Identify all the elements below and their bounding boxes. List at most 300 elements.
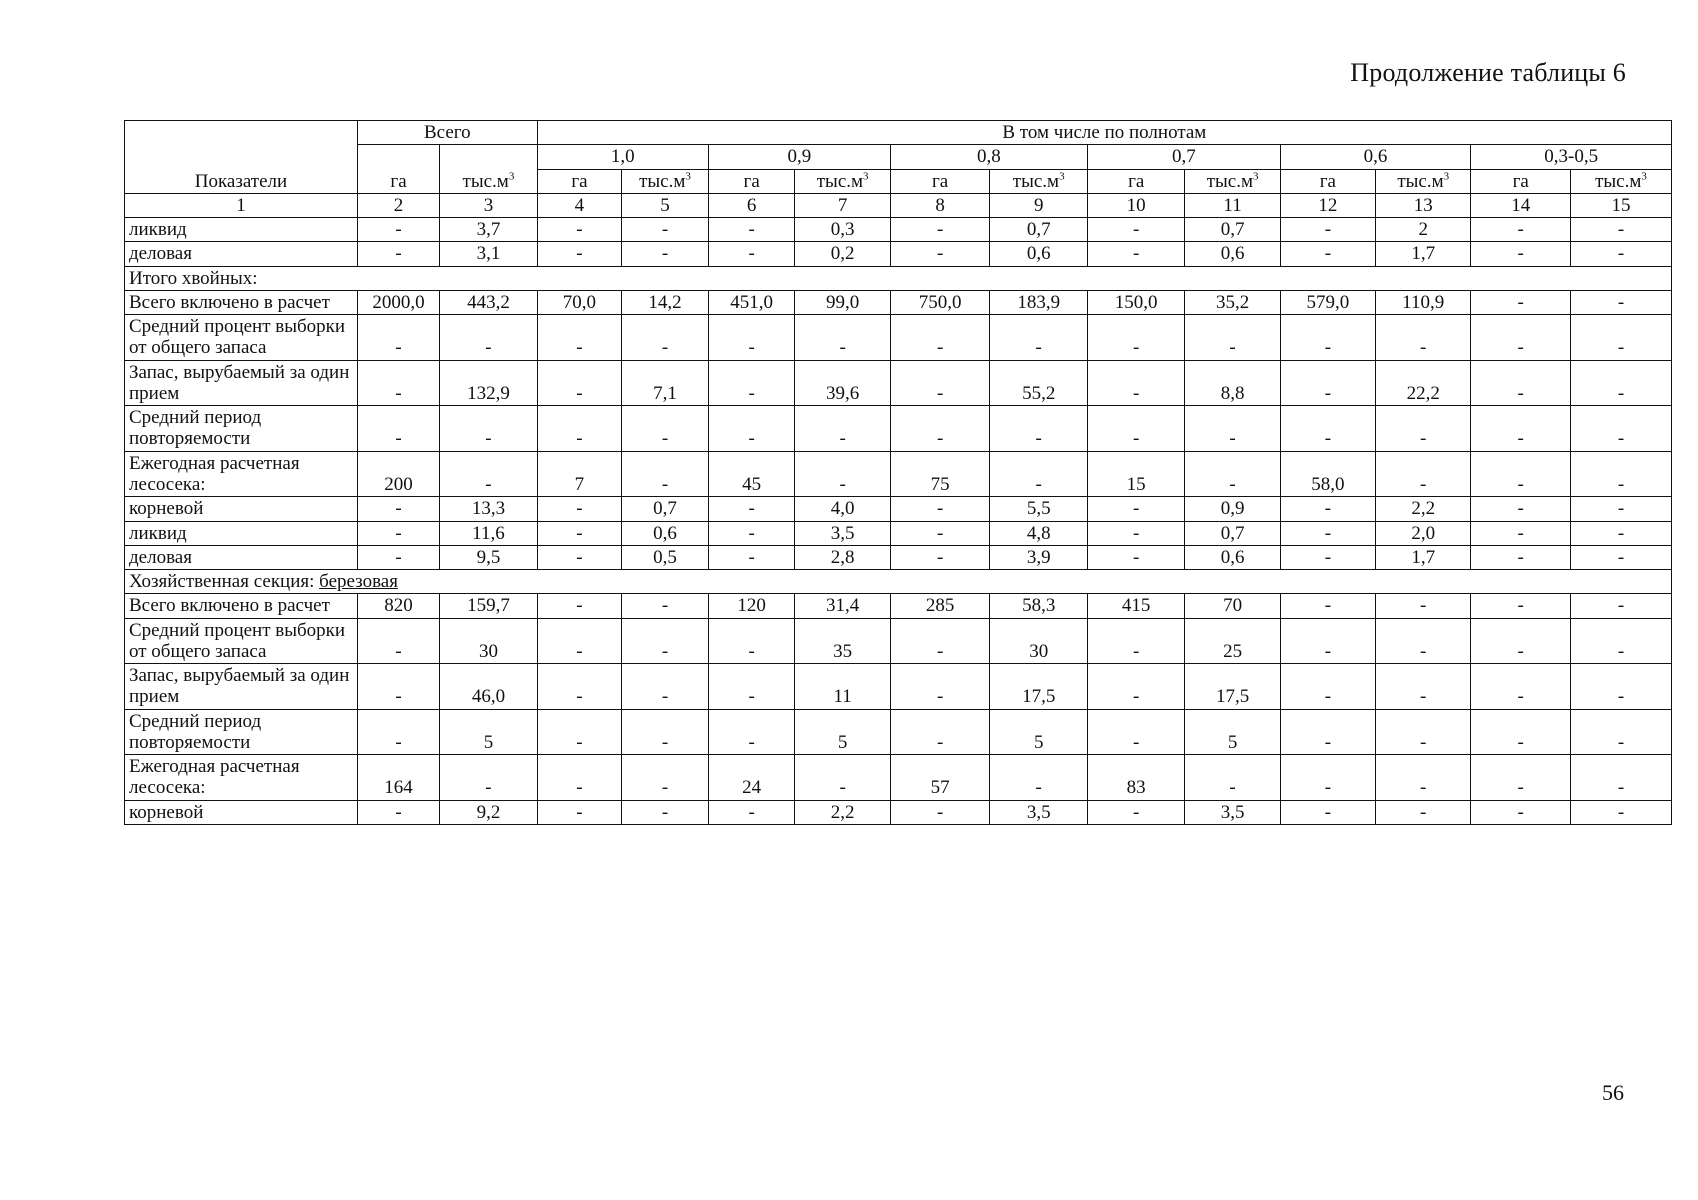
table-cell: - [1571,497,1672,521]
table-cell: - [1471,315,1571,361]
table-cell: - [1087,618,1184,664]
table-cell: - [1087,800,1184,824]
table-row [125,800,1672,824]
table-cell: - [622,618,709,664]
table-cell: - [1280,406,1375,452]
table-cell: - [537,242,621,266]
table-cell: 31,4 [795,594,890,618]
section-label [125,570,1672,594]
table-row [125,755,1672,801]
column-number: 10 [1087,193,1184,217]
unit-ha-header: га [1280,169,1375,193]
table-cell: 15 [1087,451,1184,497]
unit-ha-header: га [537,169,621,193]
table-cell: - [1280,242,1375,266]
table-cell: 164 [357,755,439,801]
table-row [125,664,1672,710]
table-cell: - [890,218,990,242]
row-label: Запас, вырубаемый за один прием [125,664,358,710]
row-label: корневой [125,497,358,521]
table-cell: 5 [440,709,537,755]
header-row-densities [125,145,1672,169]
table-cell: 0,2 [795,242,890,266]
table-cell: - [537,618,621,664]
table-cell: - [622,755,709,801]
table-cell: 11,6 [440,521,537,545]
table-cell: - [1571,315,1672,361]
column-number: 3 [440,193,537,217]
table-cell: 1,7 [1376,242,1471,266]
table-cell: 1,7 [1376,545,1471,569]
table-cell: - [795,755,890,801]
column-number: 14 [1471,193,1571,217]
table-cell: - [622,218,709,242]
table-cell: 46,0 [440,664,537,710]
total-vol-header: $тыс.м^3$ [440,145,537,194]
column-number: 6 [708,193,795,217]
column-number: 4 [537,193,621,217]
indicators-header: Показатели [125,121,358,194]
column-number: 9 [990,193,1087,217]
table-cell: - [890,406,990,452]
table-cell: - [357,709,439,755]
table-cell: - [890,618,990,664]
table-cell: 5,5 [990,497,1087,521]
row-label: корневой [125,800,358,824]
table-cell: - [795,406,890,452]
table-cell: 58,3 [990,594,1087,618]
table-cell: - [1571,594,1672,618]
table-cell: - [622,594,709,618]
table-row [125,594,1672,618]
table-cell: - [622,242,709,266]
table-row [125,218,1672,242]
section-row [125,266,1672,290]
table-cell: 2,2 [1376,497,1471,521]
table-cell: 183,9 [990,290,1087,314]
table-cell: - [537,497,621,521]
column-number: 7 [795,193,890,217]
table-cell: - [537,521,621,545]
table-cell: - [1280,664,1375,710]
table-row [125,709,1672,755]
table-cell: - [1571,618,1672,664]
table-cell: 57 [890,755,990,801]
table-cell: - [1471,242,1571,266]
table-cell: 99,0 [795,290,890,314]
table-cell: - [708,709,795,755]
table-row [125,545,1672,569]
table-cell: - [708,315,795,361]
table-cell: 0,5 [622,545,709,569]
table-cell: 285 [890,594,990,618]
table-cell: - [890,800,990,824]
table-cell: - [708,218,795,242]
table-cell: - [1571,360,1672,406]
table-cell: 8,8 [1185,360,1280,406]
table-cell: 39,6 [795,360,890,406]
unit-vol-header: $тыс.м^3$ [1185,169,1280,193]
table-cell: 5 [1185,709,1280,755]
row-label: Средний период повторяемости [125,406,358,452]
table-cell: 159,7 [440,594,537,618]
table-cell: - [890,242,990,266]
table-cell: - [1280,800,1375,824]
table-cell: - [990,406,1087,452]
table-row [125,521,1672,545]
table-cell: 75 [890,451,990,497]
table-row [125,406,1672,452]
table-cell: - [357,521,439,545]
table-cell: 58,0 [1280,451,1375,497]
column-number: 15 [1571,193,1672,217]
table-cell: - [1280,497,1375,521]
page-number: 56 [1602,1080,1624,1105]
table-cell: - [1571,755,1672,801]
table-cell: - [890,545,990,569]
table-cell: - [1087,218,1184,242]
table-cell: 110,9 [1376,290,1471,314]
table-cell: - [890,497,990,521]
table-cell: 7 [537,451,621,497]
page-title: Продолжение таблицы 6 [1350,58,1626,87]
unit-vol-header: $тыс.м^3$ [1571,169,1672,193]
table-cell: - [1280,545,1375,569]
table-cell: 9,2 [440,800,537,824]
column-number: 5 [622,193,709,217]
table-cell: - [1376,594,1471,618]
table-cell: - [1471,290,1571,314]
table-cell: - [708,242,795,266]
table-cell: - [1571,664,1672,710]
table-cell: - [1376,315,1471,361]
table-cell: - [708,360,795,406]
table-cell: - [1087,242,1184,266]
table-cell: - [1376,451,1471,497]
table-cell: - [1087,664,1184,710]
data-table-container [124,120,1672,825]
table-cell: - [890,521,990,545]
table-cell: - [795,315,890,361]
unit-ha-header: га [1471,169,1571,193]
table-cell: - [795,451,890,497]
column-number: 1 [125,193,358,217]
table-cell: 3,5 [990,800,1087,824]
table-cell: 750,0 [890,290,990,314]
table-cell: 200 [357,451,439,497]
table-cell: - [622,800,709,824]
table-cell: 17,5 [1185,664,1280,710]
table-cell: - [1571,406,1672,452]
table-cell: 11 [795,664,890,710]
column-number: 2 [357,193,439,217]
table-cell: - [890,315,990,361]
table-cell: 150,0 [1087,290,1184,314]
table-cell: - [1185,315,1280,361]
table-cell: - [357,618,439,664]
table-cell: - [708,664,795,710]
table-cell: - [890,664,990,710]
table-cell: 415 [1087,594,1184,618]
table-cell: - [1280,618,1375,664]
row-label: ликвид [125,521,358,545]
table-cell: - [1471,451,1571,497]
table-cell: - [708,800,795,824]
table-cell: - [890,709,990,755]
table-cell: - [1087,545,1184,569]
table-cell: - [1087,360,1184,406]
table-cell: - [1471,709,1571,755]
table-cell: - [622,451,709,497]
table-cell: 7,1 [622,360,709,406]
table-cell: 0,6 [990,242,1087,266]
row-label: Всего включено в расчет [125,594,358,618]
table-cell: - [708,497,795,521]
density-header-0: 1,0 [537,145,708,169]
table-cell: - [1280,360,1375,406]
table-cell: - [1376,664,1471,710]
table-cell: - [1376,755,1471,801]
table-cell: - [1571,709,1672,755]
table-row [125,497,1672,521]
table-cell: - [1280,755,1375,801]
table-cell: - [1087,497,1184,521]
table-cell: - [357,406,439,452]
table-cell: - [1185,755,1280,801]
table-cell: - [537,360,621,406]
table-cell: - [1471,497,1571,521]
table-cell: 5 [990,709,1087,755]
table-cell: - [1571,218,1672,242]
row-label: деловая [125,242,358,266]
table-cell: - [537,800,621,824]
table-cell: - [1280,594,1375,618]
table-cell: 35,2 [1185,290,1280,314]
table-cell: - [357,497,439,521]
table-cell: 17,5 [990,664,1087,710]
column-number: 8 [890,193,990,217]
table-cell: - [1571,242,1672,266]
table-cell: - [357,664,439,710]
section-label-text: Хозяйственная секция: [129,571,320,593]
table-cell: 0,9 [1185,497,1280,521]
table-cell: 22,2 [1376,360,1471,406]
table-row [125,360,1672,406]
table-cell: - [622,315,709,361]
table-cell: - [537,218,621,242]
table-cell: - [990,755,1087,801]
table-row [125,618,1672,664]
table-cell: - [1471,618,1571,664]
cutting-area-table [124,120,1672,825]
table-body [125,218,1672,825]
table-cell: - [1571,451,1672,497]
table-cell: - [357,218,439,242]
table-cell: 2,0 [1376,521,1471,545]
table-row [125,242,1672,266]
table-cell: 0,6 [1185,242,1280,266]
table-cell: 14,2 [622,290,709,314]
unit-vol-header: $тыс.м^3$ [990,169,1087,193]
table-cell: 30 [440,618,537,664]
table-cell: - [1471,755,1571,801]
table-cell: - [537,545,621,569]
table-cell: 3,5 [1185,800,1280,824]
table-cell: - [708,521,795,545]
table-cell: 4,0 [795,497,890,521]
table-cell: 820 [357,594,439,618]
unit-vol-header: $тыс.м^3$ [622,169,709,193]
table-cell: - [1471,218,1571,242]
header-row-column-numbers [125,193,1672,217]
table-cell: - [440,406,537,452]
table-cell: - [708,406,795,452]
unit-ha-header: га [708,169,795,193]
table-cell: - [357,242,439,266]
table-cell: 2 [1376,218,1471,242]
table-cell: 0,7 [622,497,709,521]
unit-ha-header: га [1087,169,1184,193]
section-row [125,570,1672,594]
table-cell: - [1471,545,1571,569]
column-number: 12 [1280,193,1375,217]
table-cell: - [1376,618,1471,664]
unit-ha-header: га [890,169,990,193]
table-row [125,315,1672,361]
table-cell: 120 [708,594,795,618]
table-cell: - [1471,664,1571,710]
table-cell: 70,0 [537,290,621,314]
table-cell: - [1471,800,1571,824]
column-number: 11 [1185,193,1280,217]
table-cell: 45 [708,451,795,497]
row-label: Средний процент выборки от общего запаса [125,618,358,664]
density-header-2: 0,8 [890,145,1087,169]
table-cell: 2000,0 [357,290,439,314]
table-cell: - [357,315,439,361]
table-cell: 443,2 [440,290,537,314]
density-header-1: 0,9 [708,145,890,169]
table-cell: - [537,664,621,710]
table-cell: - [622,406,709,452]
table-cell: - [990,451,1087,497]
density-header-3: 0,7 [1087,145,1280,169]
table-cell: 0,6 [1185,545,1280,569]
section-label-text: Итого хвойных: [129,267,258,289]
unit-vol-header: $тыс.м^3$ [1376,169,1471,193]
table-cell: - [537,709,621,755]
table-cell: 9,5 [440,545,537,569]
density-header-5: 0,3-0,5 [1471,145,1672,169]
table-cell: - [537,406,621,452]
table-cell: 70 [1185,594,1280,618]
table-cell: - [708,618,795,664]
table-cell: - [1087,709,1184,755]
table-cell: 0,7 [1185,521,1280,545]
column-number: 13 [1376,193,1471,217]
table-cell: - [1571,545,1672,569]
table-cell: 579,0 [1280,290,1375,314]
table-cell: 3,1 [440,242,537,266]
table-cell: - [357,545,439,569]
table-cell: 0,7 [1185,218,1280,242]
table-cell: - [1471,406,1571,452]
table-cell: 24 [708,755,795,801]
table-cell: 3,5 [795,521,890,545]
table-cell: - [1571,800,1672,824]
row-label: ликвид [125,218,358,242]
unit-vol-header: $тыс.м^3$ [795,169,890,193]
table-row [125,290,1672,314]
table-cell: - [440,315,537,361]
table-cell: - [537,315,621,361]
table-cell: - [1376,406,1471,452]
table-cell: - [537,755,621,801]
table-cell: - [1185,451,1280,497]
table-cell: 30 [990,618,1087,664]
table-cell: 25 [1185,618,1280,664]
table-cell: 5 [795,709,890,755]
table-header [125,121,1672,218]
table-cell: 83 [1087,755,1184,801]
table-cell: - [622,664,709,710]
table-cell: - [1471,594,1571,618]
table-cell: - [1280,315,1375,361]
table-cell: - [622,709,709,755]
table-cell: - [708,545,795,569]
row-label: Запас, вырубаемый за один прием [125,360,358,406]
table-cell: - [1087,521,1184,545]
table-cell: - [1280,218,1375,242]
table-cell: - [1471,521,1571,545]
table-cell: - [1571,290,1672,314]
table-cell: 0,7 [990,218,1087,242]
table-cell: 3,7 [440,218,537,242]
table-cell: - [1280,521,1375,545]
table-row [125,451,1672,497]
total-ha-header: га [357,145,439,194]
table-cell: 55,2 [990,360,1087,406]
table-cell: - [537,594,621,618]
table-cell: - [1185,406,1280,452]
row-label: Ежегодная расчетная лесосека: [125,451,358,497]
table-cell: - [990,315,1087,361]
table-cell: 0,3 [795,218,890,242]
table-cell: - [1087,315,1184,361]
table-cell: 0,6 [622,521,709,545]
row-label: Всего включено в расчет [125,290,358,314]
table-cell: - [1571,521,1672,545]
table-cell: - [357,800,439,824]
table-cell: - [890,360,990,406]
table-cell: 3,9 [990,545,1087,569]
table-cell: - [1087,406,1184,452]
by-density-header: В том числе по полнотам [537,121,1671,145]
section-label-underlined: березовая [319,571,398,593]
table-cell: - [357,360,439,406]
table-cell: 4,8 [990,521,1087,545]
row-label: деловая [125,545,358,569]
table-cell: - [1376,709,1471,755]
header-row-1 [125,121,1672,145]
table-cell: 132,9 [440,360,537,406]
row-label: Ежегодная расчетная лесосека: [125,755,358,801]
table-cell: 451,0 [708,290,795,314]
section-label [125,266,1672,290]
table-cell: 35 [795,618,890,664]
table-cell: - [1376,800,1471,824]
table-cell: 13,3 [440,497,537,521]
